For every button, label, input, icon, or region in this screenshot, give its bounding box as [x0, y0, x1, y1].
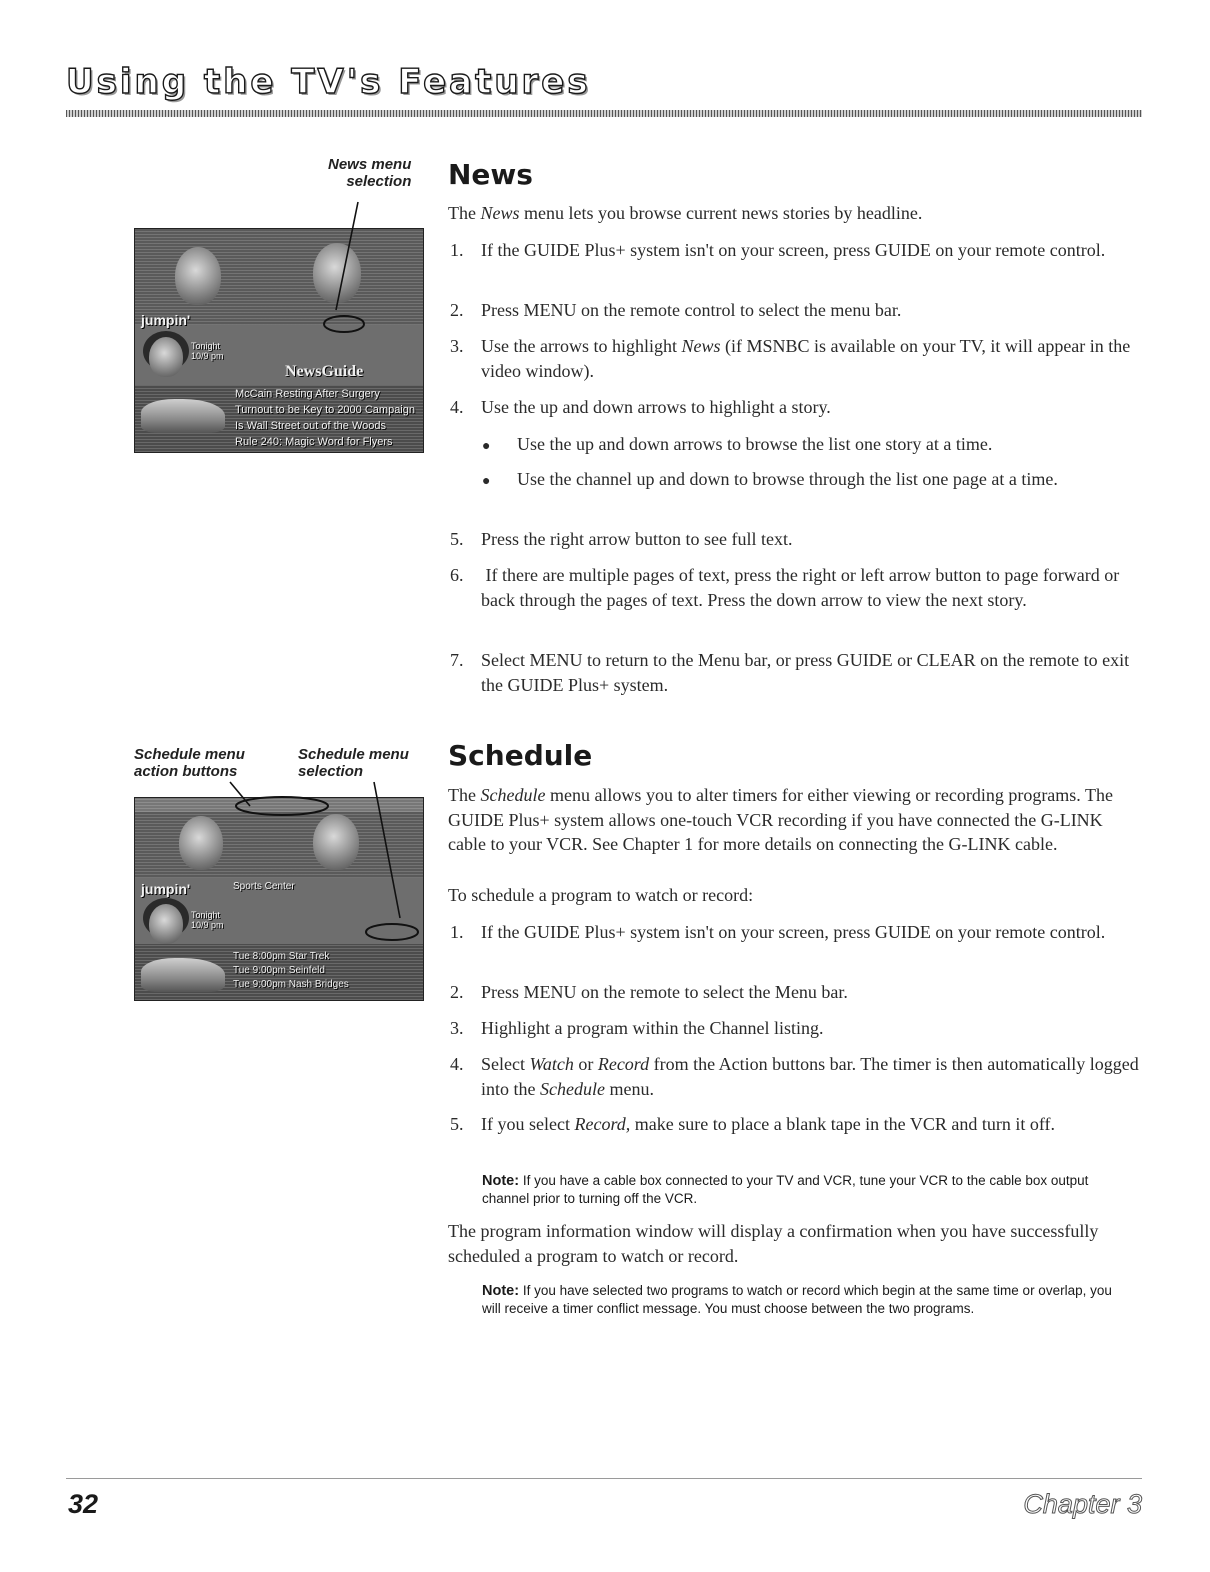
schedule-heading: Schedule — [448, 739, 593, 772]
schedule-note-cable-box: Note: If you have a cable box connected to your TV and VCR, tune your VCR to the cable box output channel prior to turning off the VCR. — [482, 1173, 1089, 1206]
schedule-listing: Tue 9:00pm Seinfeld — [233, 965, 325, 976]
news-step: 2. Press MENU on the remote control to select the menu bar. — [450, 300, 902, 320]
schedule-step: 2. Press MENU on the remote to select the Menu bar. — [450, 982, 848, 1002]
schedule-screen-tonight: Tonight 10/9 pm — [191, 910, 224, 930]
news-step: 6. If there are multiple pages of text, press the right or left arrow button to page forward or back through the pages of text. Press the down arrow to view the next story. — [450, 565, 1120, 610]
news-heading: News — [448, 158, 533, 191]
news-bullet: ● Use the channel up and down to browse through the list one page at a time. — [482, 469, 1058, 489]
news-intro: The News menu lets you browse current news stories by headline. — [448, 203, 923, 223]
page-header-title: Using the TV's Features — [66, 62, 591, 102]
schedule-car-image — [141, 958, 225, 992]
schedule-selection-callout: Schedule menu selection — [298, 746, 409, 780]
news-step: 3. Use the arrows to highlight News (if MSNBC is available on your TV, it will appear in the video window). — [450, 336, 1131, 381]
news-step: 4. Use the up and down arrows to highlight a story. — [450, 397, 831, 417]
schedule-step: 4. Select Watch or Record from the Action buttons bar. The timer is then automatically logged into the Schedule menu. — [450, 1054, 1139, 1099]
schedule-screen-logo: jumpin' — [141, 881, 191, 897]
schedule-step: 5. If you select Record, make sure to place a blank tape in the VCR and turn it off. — [450, 1114, 1056, 1134]
news-step: 7. Select MENU to return to the Menu bar, or press GUIDE or CLEAR on the remote to exit the GUIDE Plus+ system. — [450, 650, 1130, 695]
news-anchor-image-2 — [313, 243, 361, 303]
news-host-image — [149, 337, 183, 377]
schedule-intro: The Schedule menu allows you to alter timers for either viewing or recording programs. The GUIDE Plus+ system allows one-touch VCR recording if you have connected the G-LINK cable to your VCR. See Chapter 1 for more details on connecting the G-LINK cable. — [448, 785, 1113, 854]
schedule-step: 1. If the GUIDE Plus+ system isn't on your screen, press GUIDE on your remote control. — [450, 922, 1106, 942]
schedule-lead: To schedule a program to watch or record: — [448, 885, 754, 905]
news-car-image — [141, 399, 225, 433]
news-anchor-image — [175, 247, 221, 305]
schedule-host-image — [149, 904, 183, 944]
schedule-action-callout: Schedule menu action buttons — [134, 746, 245, 780]
news-headline: Is Wall Street out of the Woods — [235, 420, 387, 432]
schedule-anchor-image-2 — [313, 814, 359, 870]
schedule-confirmation: The program information window will display a confirmation when you have successfully scheduled a program to watch or record. — [448, 1221, 1099, 1266]
schedule-listing: Tue 9:00pm Nash Bridges — [233, 979, 349, 990]
chapter-label: Chapter 3 — [1023, 1489, 1142, 1519]
news-menu-screenshot — [134, 228, 424, 453]
news-bullet: ● Use the up and down arrows to browse the list one story at a time. — [482, 434, 993, 454]
schedule-listing: Sports Center — [233, 881, 295, 892]
page-number: 32 — [68, 1489, 99, 1519]
news-headline: Rule 240: Magic Word for Flyers — [235, 436, 393, 448]
schedule-listing: Tue 8:00pm Star Trek — [233, 951, 330, 962]
news-headline: McCain Resting After Surgery — [235, 388, 380, 400]
header-rule — [66, 110, 1142, 117]
news-screen-brand: NewsGuide — [285, 363, 364, 380]
news-screen-logo: jumpin' — [141, 312, 191, 328]
news-screen-tonight: Tonight 10/9 pm — [191, 341, 224, 361]
schedule-menu-screenshot — [134, 797, 424, 1001]
schedule-step: 3. Highlight a program within the Channel listing. — [450, 1018, 824, 1038]
schedule-note-conflict: Note: If you have selected two programs to watch or record which begin at the same time or overlap, you will receive a timer conflict message. You must choose between the two programs. — [482, 1283, 1112, 1316]
news-callout: News menu selection — [328, 156, 412, 190]
news-headline: Turnout to be Key to 2000 Campaign — [235, 404, 415, 416]
schedule-anchor-image — [179, 816, 223, 870]
footer-rule — [66, 1478, 1142, 1479]
news-step: 1. If the GUIDE Plus+ system isn't on your screen, press GUIDE on your remote control. — [450, 240, 1106, 260]
news-step: 5. Press the right arrow button to see full text. — [450, 529, 793, 549]
